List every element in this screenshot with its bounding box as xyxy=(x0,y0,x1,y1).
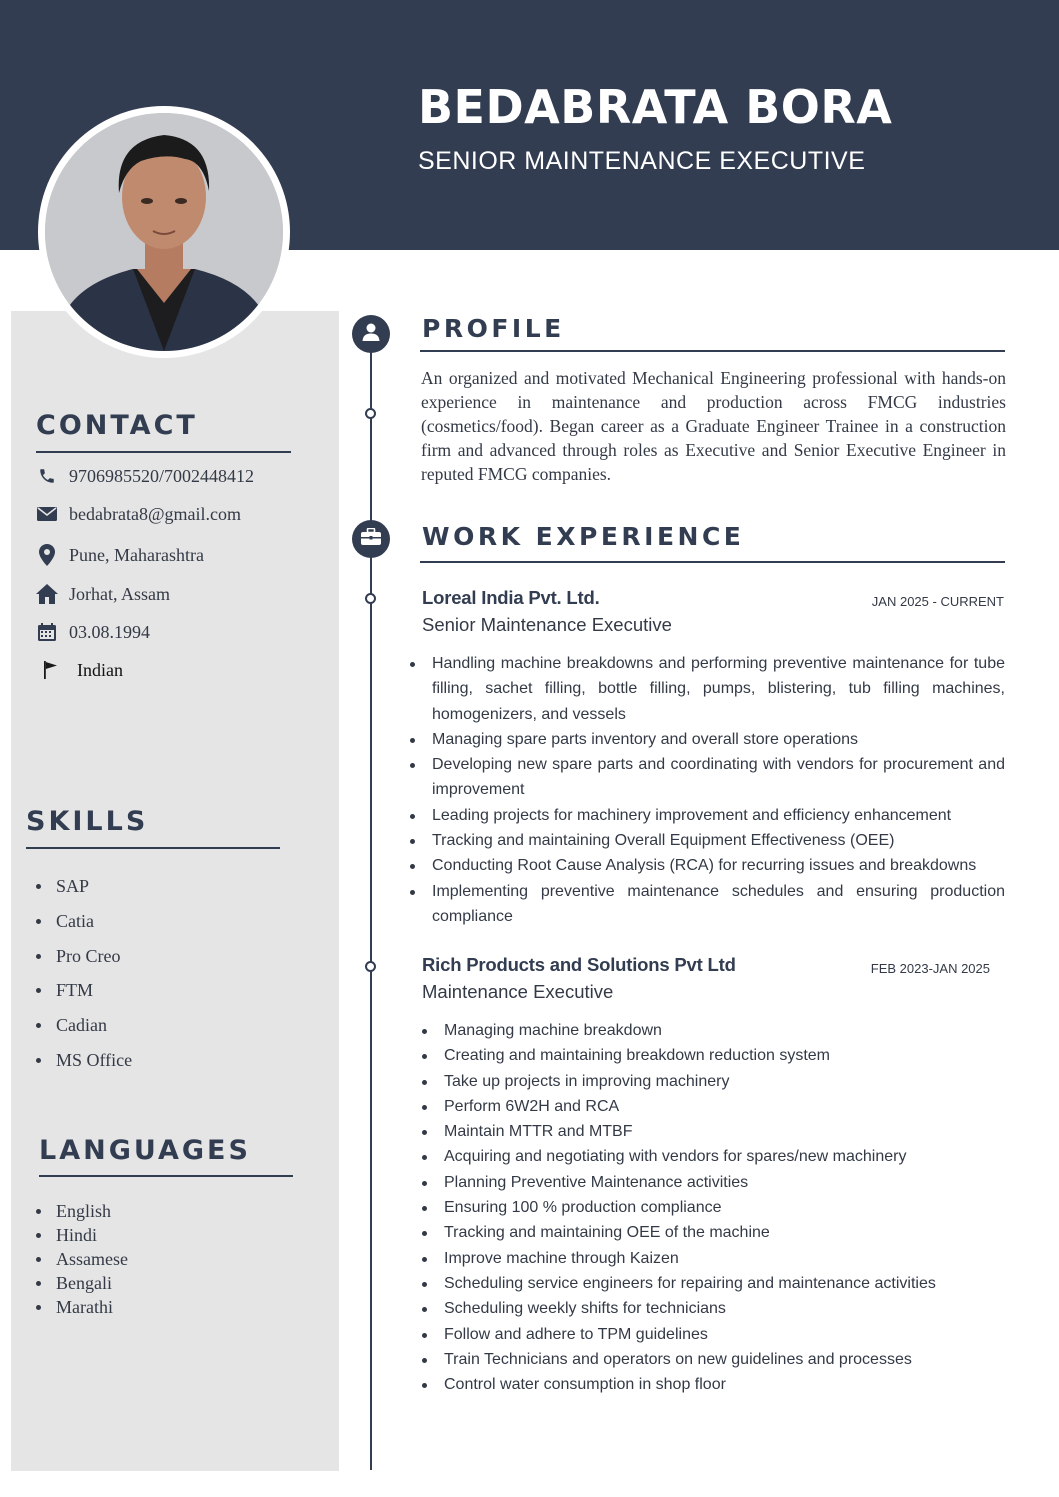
responsibility-item: Acquiring and negotiating with vendors for spares/new machinery xyxy=(422,1144,1005,1169)
phone-icon xyxy=(36,465,58,487)
date-of-birth: 03.08.1994 xyxy=(69,621,150,642)
briefcase-icon xyxy=(361,528,381,551)
responsibility-item: Ensuring 100 % production compliance xyxy=(422,1195,1005,1220)
skill-item: Catia xyxy=(36,910,132,945)
job-title: SENIOR MAINTENANCE EXECUTIVE xyxy=(418,147,866,175)
work-section-marker xyxy=(352,520,390,558)
job-2-company: Rich Products and Solutions Pvt Ltd xyxy=(422,954,736,975)
languages-divider xyxy=(39,1175,293,1177)
contact-location xyxy=(36,542,204,568)
skills-list xyxy=(36,875,132,1084)
job-2-role: Maintenance Executive xyxy=(422,981,614,1002)
flag-icon xyxy=(40,659,62,681)
hometown: Jorhat, Assam xyxy=(69,583,170,604)
timeline-dot-job-2 xyxy=(365,961,376,972)
job-1-role: Senior Maintenance Executive xyxy=(422,614,672,635)
contact-dob xyxy=(36,619,150,645)
responsibility-item: Improve machine through Kaizen xyxy=(422,1246,1005,1271)
job-2-responsibilities xyxy=(422,1018,1005,1397)
job-1-dates: JAN 2025 - CURRENT xyxy=(871,594,1004,609)
responsibility-item: Conducting Root Cause Analysis (RCA) for recurring issues and breakdowns xyxy=(410,853,1005,878)
envelope-icon xyxy=(36,503,58,525)
contact-divider xyxy=(36,451,291,453)
skill-item: Cadian xyxy=(36,1014,132,1049)
skill-item: FTM xyxy=(36,979,132,1014)
profile-photo xyxy=(45,113,283,351)
skill-item: MS Office xyxy=(36,1049,132,1084)
responsibility-item: Leading projects for machinery improvement and efficiency enhancement xyxy=(410,803,1005,828)
profile-heading: PROFILE xyxy=(422,314,565,343)
responsibility-item: Perform 6W2H and RCA xyxy=(422,1094,1005,1119)
job-2-dates: FEB 2023-JAN 2025 xyxy=(870,961,990,976)
job-1-company: Loreal India Pvt. Ltd. xyxy=(422,587,600,608)
timeline-dot-job-1 xyxy=(365,593,376,604)
timeline-dot xyxy=(365,408,376,419)
language-item: Bengali xyxy=(36,1272,128,1296)
language-item: English xyxy=(36,1200,128,1224)
responsibility-item: Tracking and maintaining Overall Equipment Effectiveness (OEE) xyxy=(410,828,1005,853)
responsibility-item: Follow and adhere to TPM guidelines xyxy=(422,1322,1005,1347)
profile-summary: An organized and motivated Mechanical Engineering professional with hands-on experience in maintenance and production across FMCG industries (cosmetics/food). Began career as a Graduate Engineer Trainee in a construction firm and advanced through roles as Executive and Senior Executive Engineer in reputed FMCG companies. xyxy=(421,368,1006,484)
responsibility-item: Creating and maintaining breakdown reduction system xyxy=(422,1043,1005,1068)
work-experience-divider xyxy=(420,561,1005,563)
current-location: Pune, Maharashtra xyxy=(69,544,204,565)
language-item: Assamese xyxy=(36,1248,128,1272)
nationality: Indian xyxy=(77,659,123,680)
candidate-name: BEDABRATA BORA xyxy=(418,80,893,134)
contact-hometown xyxy=(36,581,170,607)
profile-divider xyxy=(420,350,1005,352)
responsibility-item: Planning Preventive Maintenance activities xyxy=(422,1170,1005,1195)
contact-heading: CONTACT xyxy=(36,410,198,441)
skills-divider xyxy=(26,847,280,849)
skill-item: SAP xyxy=(36,875,132,910)
responsibility-item: Handling machine breakdowns and performing preventive maintenance for tube filling, sachet filling, bottle filling, pumps, blistering, tub filling machines, homogenizers, and vessels xyxy=(410,651,1005,727)
responsibility-item: Tracking and maintaining OEE of the machine xyxy=(422,1220,1005,1245)
contact-email xyxy=(36,501,241,527)
languages-list xyxy=(36,1200,128,1320)
phone-number: 9706985520/7002448412 xyxy=(69,465,255,486)
responsibility-item: Scheduling service engineers for repairing and maintenance activities xyxy=(422,1271,1005,1296)
responsibility-item: Implementing preventive maintenance schedules and ensuring production compliance xyxy=(410,879,1005,930)
skills-heading: SKILLS xyxy=(26,806,149,837)
timeline-line xyxy=(370,335,372,1470)
contact-nationality xyxy=(40,657,123,683)
language-item: Hindi xyxy=(36,1224,128,1248)
responsibility-item: Managing spare parts inventory and overall store operations xyxy=(410,727,1005,752)
skill-item: Pro Creo xyxy=(36,945,132,980)
map-pin-icon xyxy=(36,544,58,566)
email-address: bedabrata8@gmail.com xyxy=(69,503,242,524)
user-icon xyxy=(361,322,381,347)
responsibility-item: Train Technicians and operators on new guidelines and processes xyxy=(422,1347,1005,1372)
calendar-icon xyxy=(36,621,58,643)
responsibility-item: Developing new spare parts and coordinating with vendors for procurement and improvement xyxy=(410,752,1005,803)
job-1-responsibilities xyxy=(410,651,1005,929)
responsibility-item: Control water consumption in shop floor xyxy=(422,1372,1005,1397)
language-item: Marathi xyxy=(36,1296,128,1320)
languages-heading: LANGUAGES xyxy=(39,1135,251,1166)
responsibility-item: Scheduling weekly shifts for technicians xyxy=(422,1296,1005,1321)
work-experience-heading: WORK EXPERIENCE xyxy=(422,522,745,551)
responsibility-item: Managing machine breakdown xyxy=(422,1018,1005,1043)
responsibility-item: Take up projects in improving machinery xyxy=(422,1069,1005,1094)
profile-section-marker xyxy=(352,315,390,353)
responsibility-item: Maintain MTTR and MTBF xyxy=(422,1119,1005,1144)
home-icon xyxy=(36,583,58,605)
contact-phone xyxy=(36,463,254,489)
